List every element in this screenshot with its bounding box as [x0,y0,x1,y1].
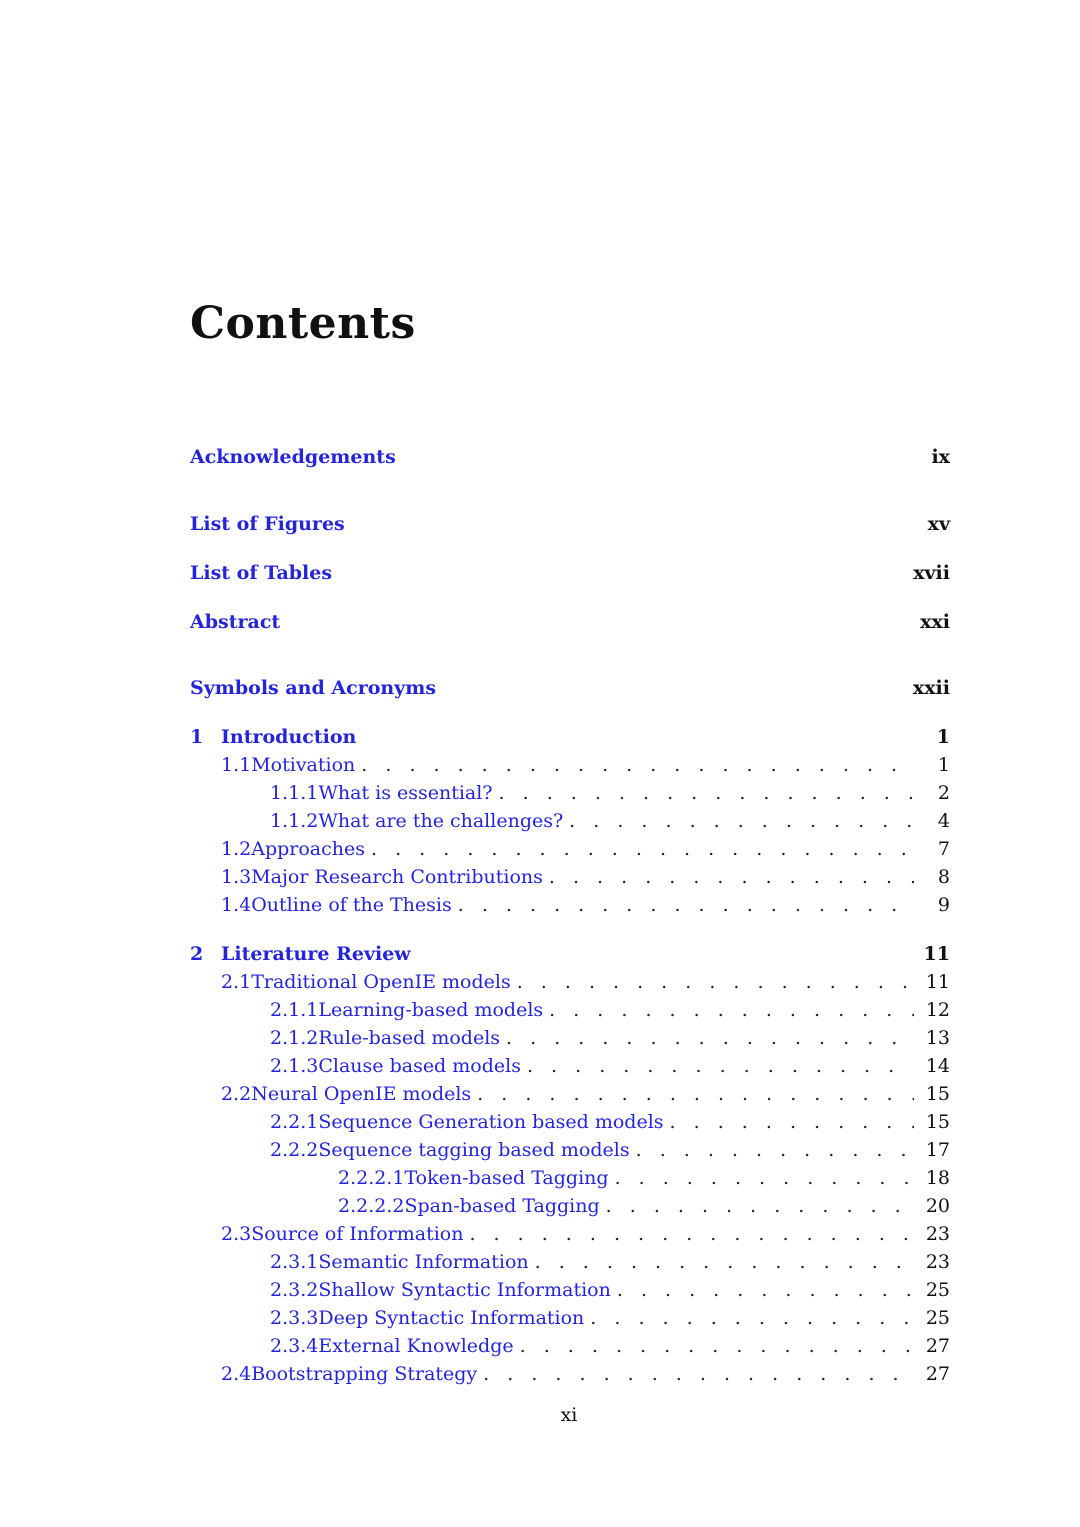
dot-leader [520,1332,914,1360]
toc-entry-link[interactable]: Span-based Tagging [404,1195,600,1217]
toc-entry-link[interactable]: Motivation [251,754,356,776]
toc-page-number: 17 [925,1139,950,1161]
toc-entry-link[interactable]: Major Research Contributions [251,866,543,888]
toc-entry-number[interactable]: 2.1 [221,971,252,993]
toc-entry-number[interactable]: 2.2.2 [270,1139,319,1161]
toc-chapter-entry[interactable] [190,723,950,751]
toc-section-entry[interactable] [190,891,950,919]
toc-entry-link[interactable]: Shallow Syntactic Information [318,1279,611,1301]
toc-entry-number[interactable]: 1.1.2 [270,810,319,832]
toc-entry-title-wrap [270,779,926,807]
toc-page-number: 15 [925,1111,950,1133]
toc-front-matter-entry[interactable] [190,510,950,538]
toc-entry-link[interactable]: Semantic Information [318,1251,529,1273]
toc-subsubsection-entry[interactable] [190,1192,950,1220]
toc-entry-number[interactable]: 1.2 [221,838,252,860]
toc-entry-title-wrap [221,1220,926,1248]
dot-leader [615,1164,914,1192]
toc-subsubsection-entry[interactable] [190,1164,950,1192]
toc-section-entry[interactable] [190,1360,950,1388]
toc-page-number: ix [931,446,950,468]
toc-entry-title-wrap [221,1080,926,1108]
toc-entry-link[interactable]: Rule-based models [318,1027,501,1049]
dot-leader [549,863,914,891]
toc-entry-title-wrap [270,1136,926,1164]
toc-page-number: 7 [937,838,950,860]
toc-subsection-entry[interactable] [190,1304,950,1332]
toc-entry-number[interactable]: 2.2 [221,1083,252,1105]
toc-page-number: 1 [937,754,950,776]
toc-entry-title-wrap [190,608,920,636]
toc-entry-title-wrap [190,723,926,751]
toc-entry-link[interactable]: Clause based models [318,1055,521,1077]
toc-section-entry[interactable] [190,835,950,863]
page-title: Contents [190,298,416,349]
toc-subsection-entry[interactable] [190,807,950,835]
toc-entry-title-wrap [338,1192,926,1220]
dot-leader [517,968,914,996]
dot-leader [458,891,914,919]
toc-entry-title-wrap [338,1164,926,1192]
toc-entry-number[interactable]: 2.2.1 [270,1111,319,1133]
toc-section-entry[interactable] [190,1220,950,1248]
toc-entry-link[interactable]: Sequence tagging based models [318,1139,630,1161]
toc-entry-number[interactable]: 2.4 [221,1363,252,1385]
toc-section-entry[interactable] [190,968,950,996]
toc-entry-number[interactable]: 2 [190,943,204,965]
toc-page-number: 23 [925,1223,950,1245]
toc-subsection-entry[interactable] [190,996,950,1024]
toc-page-number: 9 [937,894,950,916]
toc-entry-link[interactable]: Traditional OpenIE models [251,971,511,993]
toc-entry-link[interactable]: Symbols and Acronyms [190,677,437,699]
page-number: xi [560,1404,578,1426]
toc-entry-number[interactable]: 2.1.3 [270,1055,319,1077]
toc-page-number: 1 [936,726,950,748]
toc-page-number: xxii [912,677,950,699]
toc-entry-title-wrap [270,807,926,835]
toc-entry-link[interactable]: Literature Review [221,943,411,965]
toc-entry-link[interactable]: Approaches [251,838,365,860]
toc-entry-title-wrap [190,443,926,471]
toc-entry-title-wrap [270,1248,926,1276]
toc-front-matter-entry[interactable] [190,674,950,702]
toc-entry-number[interactable]: 2.3.4 [270,1335,319,1357]
dot-leader [483,1360,914,1388]
toc-section-entry[interactable] [190,863,950,891]
dot-leader [506,1024,914,1052]
dot-leader [371,835,914,863]
toc-subsection-entry[interactable] [190,779,950,807]
toc-entry-number[interactable]: 1.1.1 [270,782,319,804]
toc-page-number: 13 [925,1027,950,1049]
toc-entry-title-wrap [270,1052,926,1080]
toc-page-number: 20 [925,1195,950,1217]
toc-entry-title-wrap [221,835,926,863]
toc-page-number: 27 [925,1335,950,1357]
toc-entry-link[interactable]: What are the challenges? [318,810,564,832]
toc-entry-link[interactable]: Deep Syntactic Information [318,1307,585,1329]
toc-page-number: 23 [925,1251,950,1273]
toc-entry-number[interactable]: 1.1 [221,754,252,776]
dot-leader [569,807,914,835]
dot-leader [477,1080,914,1108]
toc-entry-link[interactable]: Neural OpenIE models [251,1083,472,1105]
toc-page-number: xxi [920,611,950,633]
toc-entry-number[interactable]: 2.1.1 [270,999,319,1021]
toc-front-matter-entry[interactable] [190,443,950,471]
toc-page-number: 25 [925,1307,950,1329]
toc-entry-title-wrap [270,996,926,1024]
toc-subsection-entry[interactable] [190,1276,950,1304]
dot-leader [535,1248,914,1276]
dot-leader [499,779,914,807]
toc-entry-title-wrap [221,863,926,891]
toc-entry-link[interactable]: Source of Information [251,1223,464,1245]
toc-entry-number[interactable]: 1.4 [221,894,252,916]
dot-leader [670,1108,914,1136]
toc-page-number: 12 [925,999,950,1021]
toc-entry-title-wrap [221,891,926,919]
toc-page-number: xv [927,513,950,535]
toc-page-number: 4 [937,810,950,832]
toc-page-number: 11 [925,971,950,993]
dot-leader [361,751,914,779]
toc-entry-title-wrap [190,940,924,968]
dot-leader [590,1304,914,1332]
toc-entry-link[interactable]: List of Figures [190,513,345,535]
toc-entry-link[interactable]: Acknowledgements [190,446,396,468]
toc-entry-title-wrap [270,1304,926,1332]
toc-entry-link[interactable]: What is essential? [318,782,493,804]
toc-entry-number[interactable]: 1.3 [221,866,252,888]
toc-page-number: 25 [925,1279,950,1301]
toc-entry-number[interactable]: 1 [190,726,204,748]
toc-subsection-entry[interactable] [190,1024,950,1052]
toc-chapter-entry[interactable] [190,940,950,968]
dot-leader [636,1136,914,1164]
toc-entry-link[interactable]: Sequence Generation based models [318,1111,664,1133]
toc-entry-link[interactable]: List of Tables [190,562,333,584]
toc-entry-number[interactable]: 2.3.3 [270,1307,319,1329]
toc-section-entry[interactable] [190,1080,950,1108]
toc-page-number: 27 [925,1363,950,1385]
toc-entry-link[interactable]: Abstract [190,611,281,633]
dot-leader [617,1276,914,1304]
toc-entry-title-wrap [221,751,926,779]
toc-entry-title-wrap [190,559,913,587]
toc-section-entry[interactable] [190,751,950,779]
toc-page-number: 8 [937,866,950,888]
toc-front-matter-entry[interactable] [190,608,950,636]
toc-entry-title-wrap [221,968,926,996]
toc-entry-link[interactable]: Introduction [221,726,357,748]
toc-page-number: 18 [925,1167,950,1189]
toc-subsection-entry[interactable] [190,1052,950,1080]
toc-subsection-entry[interactable] [190,1248,950,1276]
toc-entry-number[interactable]: 2.3.2 [270,1279,319,1301]
toc-entry-link[interactable]: Token-based Tagging [404,1167,609,1189]
toc-entry-link[interactable]: Bootstrapping Strategy [251,1363,478,1385]
dot-leader [527,1052,914,1080]
toc-entry-number[interactable]: 2.1.2 [270,1027,319,1049]
toc-entry-title-wrap [270,1108,926,1136]
toc-page-number: 2 [937,782,950,804]
toc-entry-title-wrap [190,674,913,702]
dot-leader [606,1192,914,1220]
table-of-contents [190,0,950,1527]
toc-subsection-entry[interactable] [190,1108,950,1136]
toc-entry-title-wrap [270,1276,926,1304]
toc-page-number: xvii [913,562,950,584]
toc-entry-number[interactable]: 2.2.2.1 [338,1167,405,1189]
dot-leader [549,996,914,1024]
toc-entry-link[interactable]: Outline of the Thesis [251,894,452,916]
dot-leader [469,1220,913,1248]
toc-entry-title-wrap [221,1360,926,1388]
toc-page-number: 14 [925,1055,950,1077]
toc-entry-title-wrap [270,1024,926,1052]
toc-subsection-entry[interactable] [190,1136,950,1164]
toc-entry-number[interactable]: 2.2.2.2 [338,1195,405,1217]
toc-entry-number[interactable]: 2.3 [221,1223,252,1245]
toc-front-matter-entry[interactable] [190,559,950,587]
toc-entry-title-wrap [270,1332,926,1360]
toc-entry-link[interactable]: Learning-based models [318,999,544,1021]
toc-entry-number[interactable]: 2.3.1 [270,1251,319,1273]
toc-entry-title-wrap [190,510,926,538]
toc-entry-link[interactable]: External Knowledge [318,1335,514,1357]
toc-page-number: 15 [925,1083,950,1105]
toc-subsection-entry[interactable] [190,1332,950,1360]
toc-page-number: 11 [923,943,950,965]
